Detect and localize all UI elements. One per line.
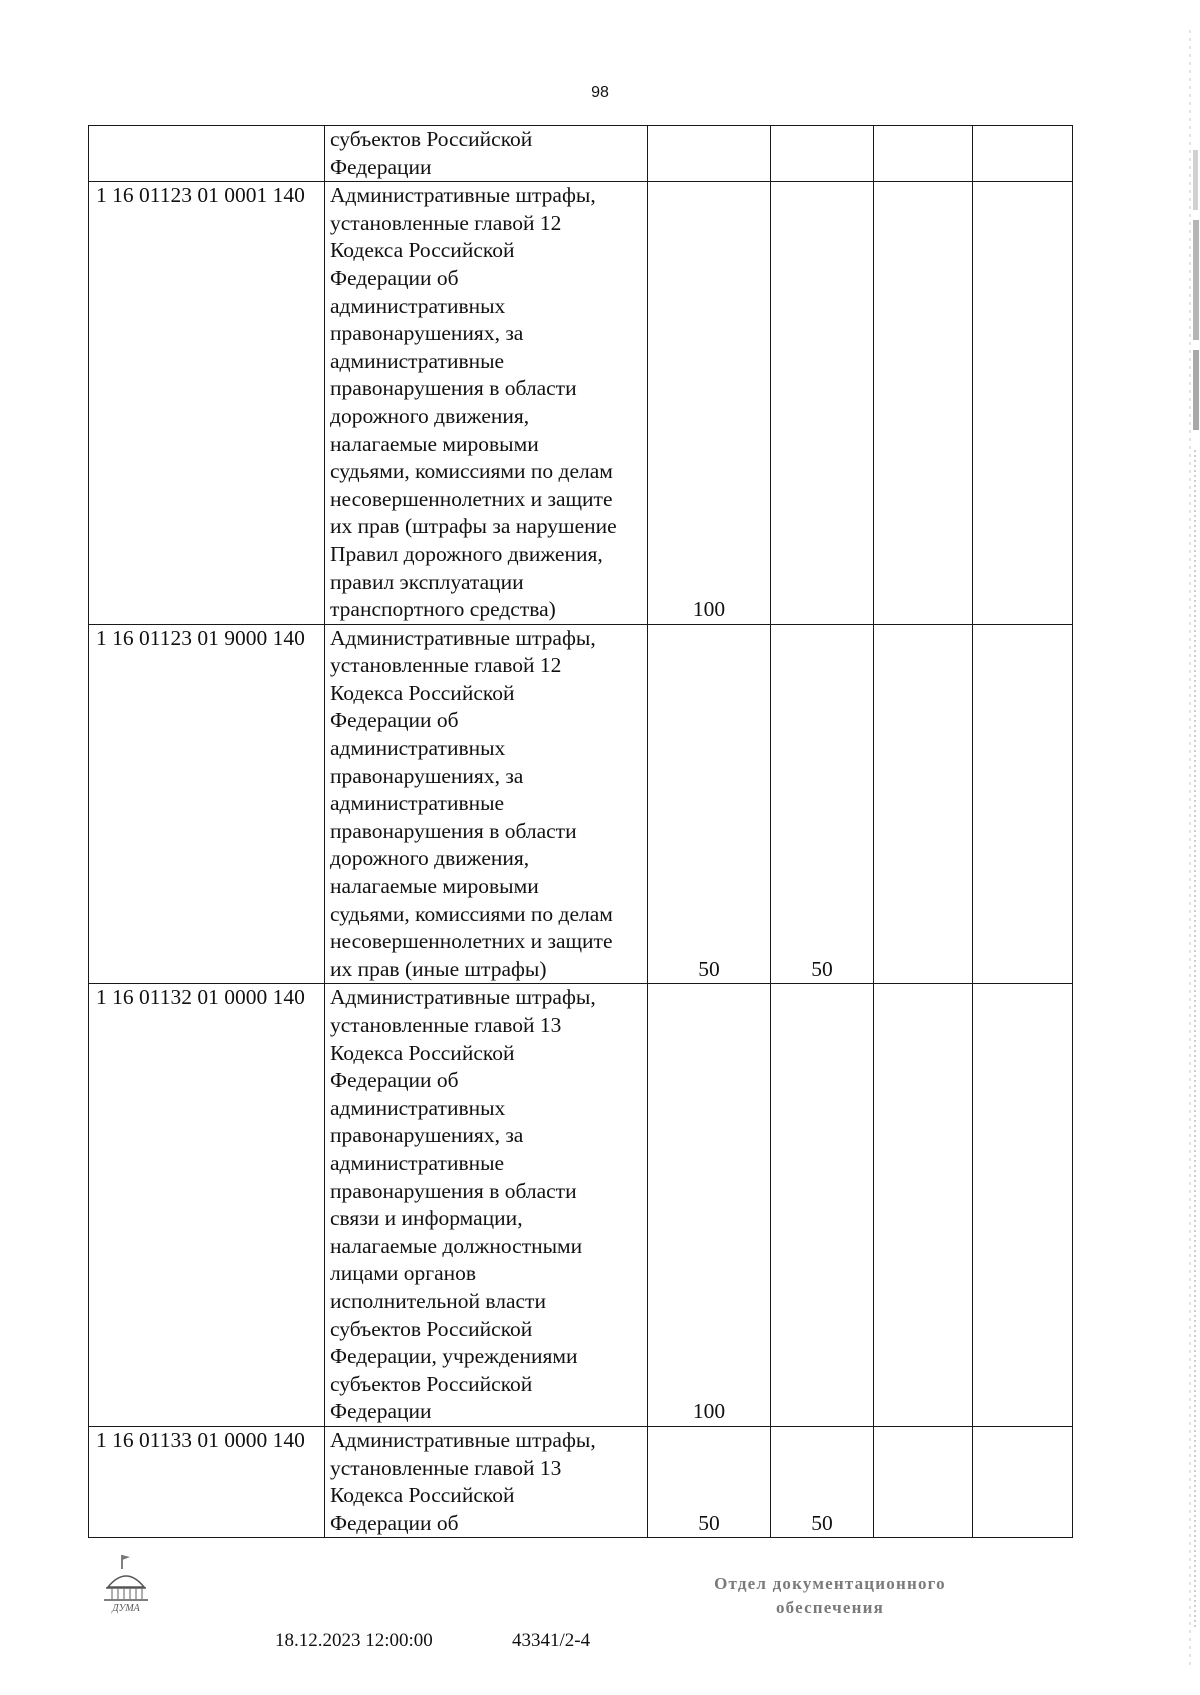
description-line: Кодекса Российской	[330, 680, 515, 705]
description-line: установленные главой 13	[330, 1013, 562, 1037]
budget-code-cell	[89, 126, 325, 182]
amount-cell-col4	[771, 126, 874, 182]
budget-code-cell: 1 16 01123 01 0001 140	[89, 182, 325, 625]
budget-code-cell: 1 16 01133 01 0000 140	[89, 1426, 325, 1537]
budget-code-table	[88, 125, 1073, 1538]
description-line: правонарушения в области	[330, 818, 577, 843]
table-row	[89, 1426, 1073, 1537]
amount-cell-col6	[973, 984, 1073, 1427]
description-line: установленные главой 13	[330, 1455, 562, 1480]
amount-cell-col3	[648, 126, 771, 182]
footer-registration-number: 43341/2-4	[512, 1630, 591, 1651]
description-line: административные	[330, 791, 505, 816]
description-line: Административные штрафы,	[330, 1427, 596, 1452]
description-line: Федерации об	[330, 708, 459, 733]
description-line: субъектов Российской	[330, 1316, 533, 1341]
description-line: Федерации	[330, 1399, 432, 1424]
footer-datetime: 18.12.2023 12:00:00	[275, 1630, 433, 1651]
logo-text: ДУМА	[112, 1603, 140, 1614]
amount-cell-col5	[874, 126, 973, 182]
description-line: транспортного средства)	[330, 597, 556, 622]
description-cell	[325, 182, 648, 625]
description-line: Административные штрафы,	[330, 625, 596, 650]
description-line: судьями, комиссиями по делам	[330, 901, 613, 926]
description-line: административных	[330, 293, 506, 318]
page-number: 98	[591, 84, 609, 101]
amount-cell-col3: 100	[648, 984, 771, 1427]
description-cell	[325, 624, 648, 984]
stamp-line-2: обеспечения	[775, 1598, 885, 1617]
description-line: правонарушениях, за	[330, 321, 524, 346]
description-line: их прав (иные штрафы)	[330, 956, 547, 981]
description-line: их прав (штрафы за нарушение	[330, 514, 617, 539]
amount-cell-col6	[973, 624, 1073, 984]
table-body	[89, 126, 1073, 1538]
description-line: исполнительной власти	[330, 1288, 546, 1313]
description-line: Федерации об	[330, 1068, 459, 1093]
amount-cell-col4	[771, 984, 874, 1427]
amount-cell-col6	[973, 1426, 1073, 1537]
description-line: Административные штрафы,	[330, 985, 596, 1010]
table-row	[89, 126, 1073, 182]
description-cell	[325, 126, 648, 182]
budget-code-cell: 1 16 01123 01 9000 140	[89, 624, 325, 984]
table-row	[89, 182, 1073, 625]
amount-cell-col4	[771, 182, 874, 625]
description-line: Правил дорожного движения,	[330, 541, 603, 566]
description-line: связи и информации,	[330, 1206, 523, 1231]
table-row	[89, 984, 1073, 1427]
description-line: налагаемые мировыми	[330, 431, 539, 456]
table-row	[89, 624, 1073, 984]
description-line: Кодекса Российской	[330, 1040, 515, 1065]
amount-cell-col5	[874, 1426, 973, 1537]
description-line: налагаемые должностными	[330, 1233, 583, 1258]
description-line: административные	[330, 1150, 505, 1175]
description-line: административные	[330, 348, 505, 373]
description-line: Федерации	[330, 154, 432, 179]
description-line: правонарушениях, за	[330, 1123, 524, 1148]
description-line: Федерации об	[330, 1510, 459, 1535]
description-line: Кодекса Российской	[330, 1483, 515, 1508]
description-line: налагаемые мировыми	[330, 874, 539, 899]
description-line: судьями, комиссиями по делам	[330, 459, 613, 484]
scan-edge-artifact	[1186, 30, 1200, 1670]
description-line: Федерации, учреждениями	[330, 1344, 578, 1369]
description-line: правонарушения в области	[330, 1178, 577, 1203]
duma-logo	[100, 1553, 152, 1615]
amount-cell-col4: 50	[771, 1426, 874, 1537]
budget-code-cell: 1 16 01132 01 0000 140	[89, 984, 325, 1427]
description-line: административных	[330, 1095, 506, 1120]
amount-cell-col6	[973, 182, 1073, 625]
description-cell	[325, 984, 648, 1427]
amount-cell-col5	[874, 984, 973, 1427]
amount-cell-col3: 50	[648, 1426, 771, 1537]
amount-cell-col5	[874, 182, 973, 625]
description-line: правонарушениях, за	[330, 763, 524, 788]
description-line: дорожного движения,	[330, 846, 530, 871]
description-line: субъектов Российской	[330, 127, 533, 151]
amount-cell-col6	[973, 126, 1073, 182]
description-line: субъектов Российской	[330, 1371, 533, 1396]
description-line: Административные штрафы,	[330, 183, 596, 208]
description-line: дорожного движения,	[330, 403, 530, 428]
description-line: правонарушения в области	[330, 376, 577, 401]
description-line: правил эксплуатации	[330, 569, 524, 594]
stamp-line-1: Отдел документационного	[714, 1574, 946, 1593]
department-stamp	[680, 1572, 980, 1620]
description-cell	[325, 1426, 648, 1537]
description-line: установленные главой 12	[330, 653, 562, 678]
amount-cell-col5	[874, 624, 973, 984]
description-line: несовершеннолетних и защите	[330, 486, 613, 511]
description-line: административных	[330, 736, 506, 761]
amount-cell-col3: 100	[648, 182, 771, 625]
description-line: Федерации об	[330, 265, 459, 290]
amount-cell-col4: 50	[771, 624, 874, 984]
description-line: лицами органов	[330, 1261, 477, 1286]
description-line: несовершеннолетних и защите	[330, 929, 613, 954]
description-line: установленные главой 12	[330, 210, 562, 235]
amount-cell-col3: 50	[648, 624, 771, 984]
description-line: Кодекса Российской	[330, 238, 515, 263]
